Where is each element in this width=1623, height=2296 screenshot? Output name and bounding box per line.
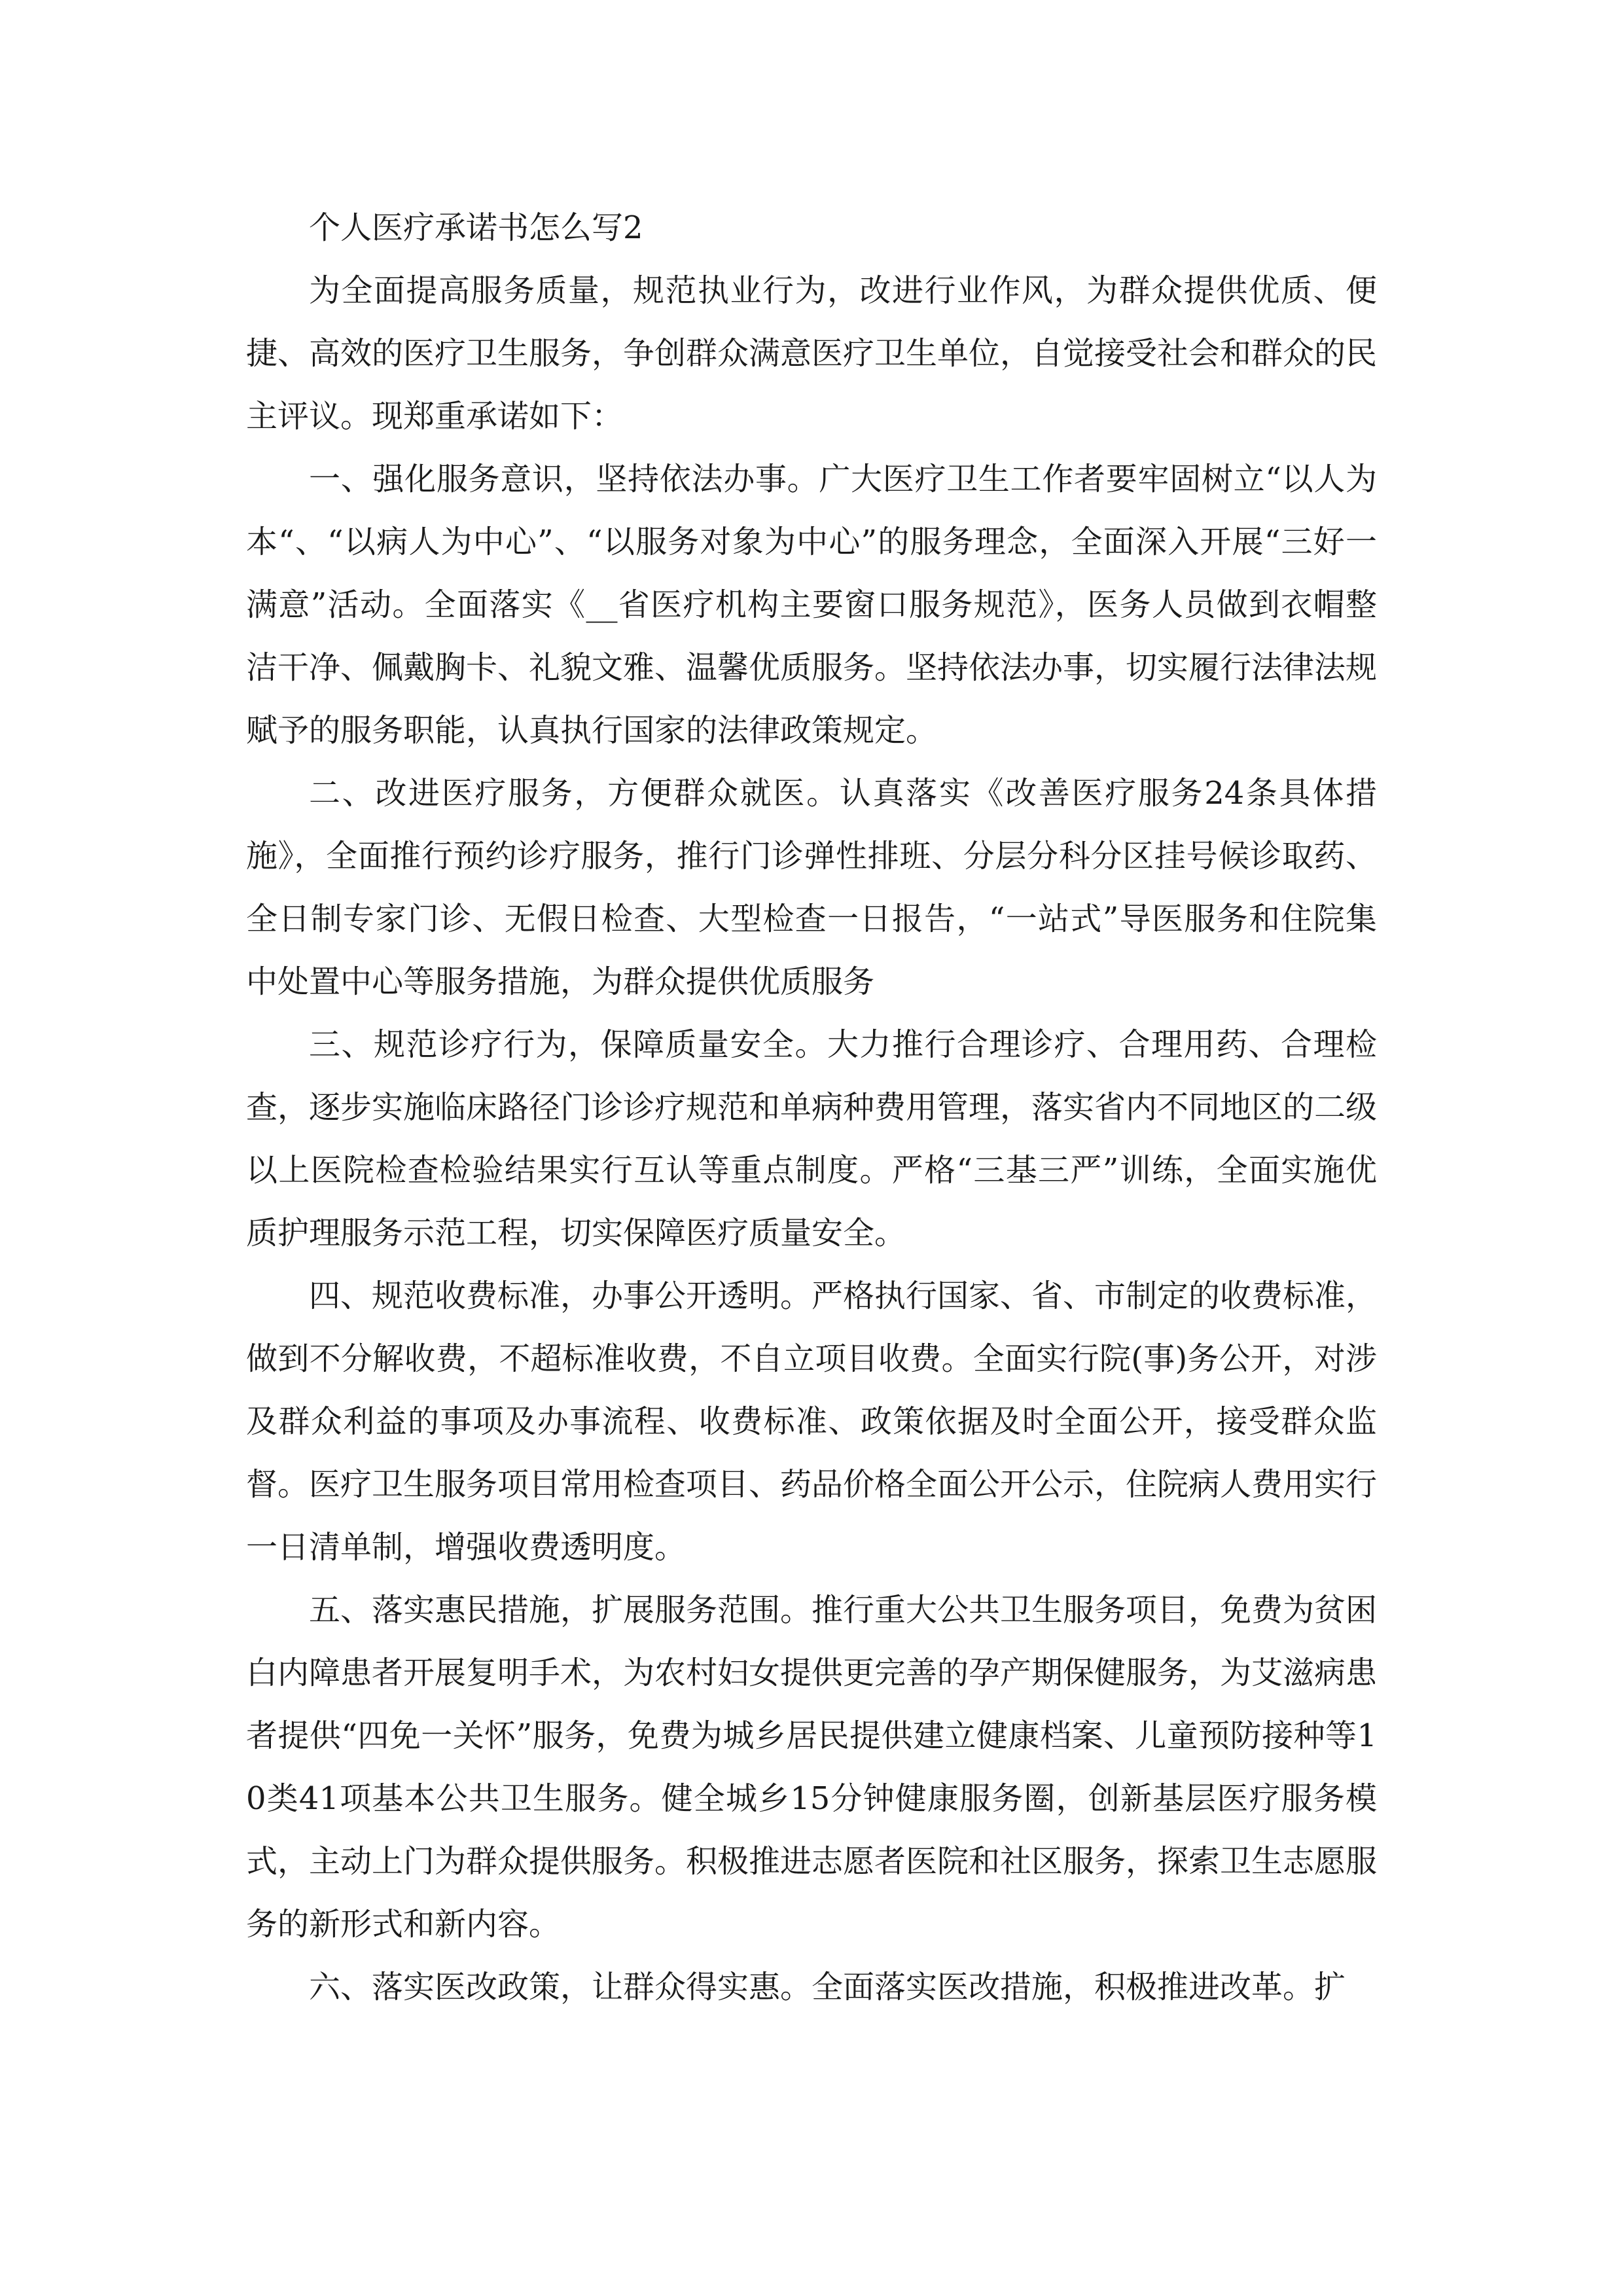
document-body	[246, 196, 1377, 2018]
paragraph-3: 三、规范诊疗行为，保障质量安全。大力推行合理诊疗、合理用药、合理检查，逐步实施临床路径门诊诊疗规范和单病种费用管理，落实省内不同地区的二级以上医院检查检验结果实行互认等重点制度。严格“三基三严”训练，全面实施优质护理服务示范工程，切实保障医疗质量安全。	[246, 1026, 1378, 1251]
document-title: 个人医疗承诺书怎么写2	[309, 209, 643, 246]
paragraph-4: 四、规范收费标准，办事公开透明。严格执行国家、省、市制定的收费标准，做到不分解收费，不超标准收费，不自立项目收费。全面实行院(事)务公开，对涉及群众利益的事项及办事流程、收费标准、政策依据及时全面公开，接受群众监督。医疗卫生服务项目常用检查项目、药品价格全面公开公示，住院病人费用实行一日清单制，增强收费透明度。	[246, 1278, 1378, 1566]
paragraph-6: 六、落实医改政策，让群众得实惠。全面落实医改措施，积极推进改革。扩	[309, 1969, 1346, 2005]
paragraph-2: 二、改进医疗服务，方便群众就医。认真落实《改善医疗服务24条具体措施》，全面推行预约诊疗服务，推行门诊弹性排班、分层分科分区挂号候诊取药、全日制专家门诊、无假日检查、大型检查一日报告，“一站式”导医服务和住院集中处置中心等服务措施，为群众提供优质服务	[246, 775, 1377, 1000]
paragraph-intro: 为全面提高服务质量，规范执业行为，改进行业作风，为群众提供优质、便捷、高效的医疗卫生服务，争创群众满意医疗卫生单位，自觉接受社会和群众的民主评议。现郑重承诺如下：	[246, 272, 1378, 435]
paragraph-5: 五、落实惠民措施，扩展服务范围。推行重大公共卫生服务项目，免费为贫困白内障患者开展复明手术，为农村妇女提供更完善的孕产期保健服务，为艾滋病患者提供“四免一关怀”服务，免费为城乡居民提供建立健康档案、儿童预防接种等10类41项基本公共卫生服务。健全城乡15分钟健康服务圈，创新基层医疗服务模式，主动上门为群众提供服务。积极推进志愿者医院和社区服务，探索卫生志愿服务的新形式和新内容。	[246, 1592, 1378, 1943]
paragraph-1: 一、强化服务意识，坚持依法办事。广大医疗卫生工作者要牢固树立“以人为本“、“以病人为中心”、“以服务对象为中心”的服务理念，全面深入开展“三好一满意”活动。全面落实《__省医疗机构主要窗口服务规范》，医务人员做到衣帽整洁干净、佩戴胸卡、礼貌文雅、温馨优质服务。坚持依法办事，切实履行法律法规赋予的服务职能，认真执行国家的法律政策规定。	[246, 461, 1378, 749]
